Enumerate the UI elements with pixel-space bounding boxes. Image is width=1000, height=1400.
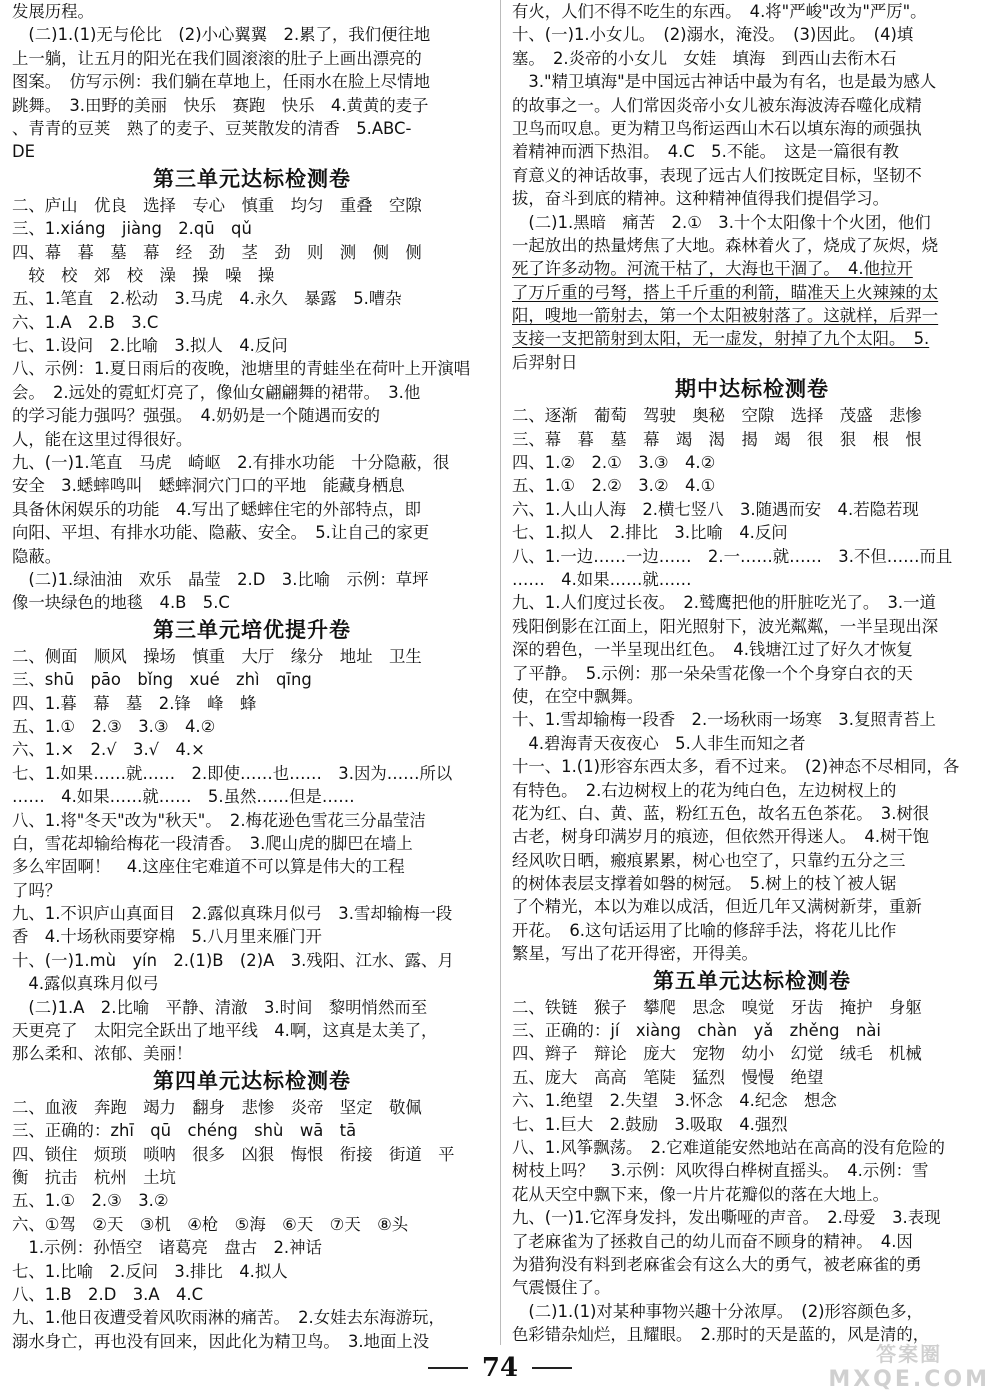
answer-line: 五、1.① 2.② 3.② 4.① [512,476,716,496]
answer-line: 花为红、白、黄、蓝，粉红五色，故名五色茶花。 3.树很 [512,803,930,823]
answer-line: 花从天空中飘下来，像一片片花瓣似的落在大地上。 [512,1184,889,1204]
answer-line: 阳，嗖地一箭射去，第一个太阳被射落了。这就样，后羿一 [512,306,939,326]
answer-line: 八、示例：1.夏日雨后的夜晚，池塘里的青蛙坐在荷叶上开演唱 [12,359,471,379]
answer-line: 有火，人们不得不吃生的东西。 4.将"严峻"改为"严厉"。 [512,2,927,21]
answer-line: 安全 3.蟋蟀鸣叫 蟋蟀洞穴门口的平地 能藏身栖息 [12,476,405,496]
answer-line: 香 4.十场秋雨要穿棉 5.八月里来雁门开 [12,927,322,947]
section-title: 第五单元达标检测卷 [653,968,851,993]
answer-line: 九、1.不识庐山真面目 2.露似真珠月似弓 3.雪却输梅一段 [12,904,453,924]
answer-line: 二、侧面 顺风 操场 慎重 大厅 缘分 地址 卫生 [12,646,422,666]
answer-line: 四、锁住 烦琐 唢呐 很多 凶狠 悔恨 衔接 街道 平 [12,1144,455,1164]
footer-dash-left [428,1367,468,1369]
answer-line: 1.示例：孙悟空 诸葛亮 盘古 2.神话 [12,1238,322,1258]
answer-line: 三、正确的：zhī qū chéng shù wā tā [12,1121,357,1141]
answer-line: 卫鸟而叹息。更为精卫鸟衔运西山木石以填东海的顽强执 [512,118,922,138]
answer-line: 八、1.将"冬天"改为"秋天"。 2.梅花逊色雪花三分晶莹洁 [12,810,426,830]
answer-line: 使，在空中飘舞。 [512,686,644,706]
answer-line: 九、1.他日夜遭受着风吹雨淋的痛苦。 2.女娃去东海游玩， [12,1308,445,1328]
answer-line: 育意义的神话故事，表现了远古人们按既定目标，坚韧不 [512,165,922,185]
answer-line: 有特色。 2.右边树杈上的花为纯白色，左边树杈上的 [512,780,897,800]
answer-line: (二)1.(1)无与伦比 (2)小心翼翼 2.累了，我们便往地 [12,25,431,45]
answer-line: 七、1.如果……就…… 2.即使……也…… 3.因为……所以 [12,763,453,783]
answer-line: 七、1.设问 2.比喻 3.拟人 4.反问 [12,336,288,356]
answer-line: 一起放出的热量烤焦了大地。森林着火了，烧成了灰烬，烧 [512,235,939,255]
answer-line: 三、正确的：jí xiàng chàn yǎ zhěng nài [512,1021,881,1041]
answer-line: 着精神而洒下热泪。 4.C 5.不能。 这是一篇很有教 [512,142,899,162]
answer-line: 像一块绿色的地毯 4.B 5.C [12,593,230,613]
answer-line: 六、1.A 2.B 3.C [12,312,159,332]
answer-line: 二、逐渐 葡萄 驾驶 奥秘 空隙 选择 茂盛 悲惨 [512,406,922,426]
answer-line: 会。 2.远处的霓虹灯亮了，像仙女翩翩舞的裙带。 3.他 [12,382,421,402]
answer-line: …… 4.如果……就…… [512,569,692,589]
answer-line: 了万斤重的弓弩，搭上千斤重的利箭，瞄准天上火辣辣的太 [512,282,939,302]
answer-line: 四、1.暮 幕 墓 2.锋 峰 蜂 [12,693,257,713]
answer-line: 较 校 郊 校 澡 操 噪 操 [12,265,275,285]
answer-line: (二)1.A 2.比喻 平静、清澈 3.时间 黎明悄然而至 [12,997,428,1017]
answer-line: 了老麻雀为了拯救自己的幼儿而奋不顾身的精神。 4.因 [512,1231,913,1251]
answer-line: 的学习能力强吗？强强。 4.奶奶是一个随遇而安的 [12,406,381,426]
answer-line: 经风吹日晒，瘢痕累累，树心也空了，只靠约五分之三 [512,850,906,870]
answer-line: 气震慑住了。 [512,1278,611,1298]
answer-line: 七、1.巨大 2.鼓励 3.吸取 4.强烈 [512,1114,788,1134]
answer-line: 六、①驾 ②天 ③机 ④枪 ⑤海 ⑥天 ⑦天 ⑧头 [12,1214,409,1234]
answer-line: 天更亮了 太阳完全跃出了地平线 4.啊，这真是太美了， [12,1021,438,1041]
answer-line: 发展历程。 [12,2,94,21]
column-divider [500,0,501,1345]
answer-line: 跳舞。 3.田野的美丽 快乐 赛跑 快乐 4.黄黄的麦子 [12,95,429,115]
section-title: 第三单元达标检测卷 [153,166,351,191]
answer-line: 八、1.风筝飘荡。 2.它难道能安然地站在高高的没有危险的 [512,1137,945,1157]
answer-line: 死了许多动物。河流干枯了，大海也干涸了。 4.他拉开 [512,259,913,279]
answer-line: 了平静。 5.示例：那一朵朵雪花像一个个身穿白衣的天 [512,663,913,683]
watermark-bottom-text: MXQE.COM [828,1367,990,1392]
answer-line: 九、1.人们度过长夜。 2.鹫鹰把他的肝脏吃光了。 3.一道 [512,593,936,613]
answer-line: 白，雪花却输给梅花一段清香。 3.爬山虎的脚巴在墙上 [12,833,413,853]
page-number: 74 [481,1353,519,1383]
answer-line: 拔，奋斗到底的精神。这种精神值得我们提倡学习。 [512,189,889,209]
answer-line: 隐蔽。 [12,546,62,566]
answer-line: 五、1.① 2.③ 3.② [12,1191,169,1211]
answer-line: 的树体表层支撑着如磐的树冠。 5.树上的枝丫被人锯 [512,874,897,894]
answer-line: 支接一支把箭射到太阳，无一虚发，射掉了九个太阳。 5. [512,329,930,349]
answer-line: 九、(一)1.它浑身发抖，发出嘶哑的声音。 2.母爱 3.表现 [512,1208,941,1228]
answer-line: 4.露似真珠月似弓 [12,974,159,994]
answer-line: 、青青的豆荚 熟了的麦子、豆荚散发的清香 5.ABC- [12,118,412,138]
section-title: 第四单元达标检测卷 [153,1068,351,1093]
footer-dash-right [532,1367,572,1369]
right-column [512,0,992,1346]
answer-line: 繁星，写出了花开得密，开得美。 [512,944,758,964]
answer-line: 十、1.雪却输梅一段香 2.一场秋雨一场寒 3.复照青苔上 [512,710,936,730]
answer-line: 为猎狗没有料到老麻雀会有这么大的勇气，被老麻雀的勇 [512,1254,922,1274]
answer-line: 3."精卫填海"是中国远古神话中最为有名，也是最为感人 [512,72,937,92]
answer-line: 塞。 2.炎帝的小女儿 女娃 填海 到西山去衔木石 [512,48,897,68]
answer-line: 四、1.② 2.① 3.③ 4.② [512,453,716,473]
section-title: 期中达标检测卷 [675,377,829,402]
answer-line: 六、1.人山人海 2.横七竖八 3.随遇而安 4.若隐若现 [512,499,919,519]
watermark-logo [828,1338,990,1392]
answer-line: 四、幕 暮 墓 幕 经 劲 茎 劲 则 测 侧 侧 [12,242,422,262]
answer-line: 四、辫子 辩论 庞大 宠物 幼小 幻觉 绒毛 机械 [512,1044,922,1064]
answer-line: 十、(一)1.小女儿。 (2)溺水，淹没。 (3)因此。 (4)填 [512,25,914,45]
answer-line: 树枝上吗？ 3.示例：风吹得白桦树直摇头。 4.示例：雪 [512,1161,929,1181]
answer-line: 了吗？ [12,880,62,900]
answer-line: 七、1.拟人 2.排比 3.比喻 4.反问 [512,523,788,543]
answer-line: 六、1.× 2.√ 3.√ 4.× [12,740,205,760]
answer-line: 图案。 仿写示例：我们躺在草地上，任雨水在脸上尽情地 [12,72,430,92]
answer-line: 的故事之一。人们常因炎帝小女儿被东海波涛吞噬化成精 [512,95,922,115]
answer-line: …… 4.如果……就…… 5.虽然……但是…… [12,787,355,807]
answer-line: (二)1.黑暗 痛苦 2.① 3.十个太阳像十个火团，他们 [512,212,931,232]
answer-line: 十、(一)1.mù yín 2.(1)B (2)A 3.残阳、江水、露、月 [12,950,454,970]
answer-line: 了个精光，本以为难以成活，但近几年又满树新芽，重新 [512,897,922,917]
answer-line: 色彩错杂灿烂，且耀眼。 2.那时的天是蓝的，风是清的， [512,1325,930,1345]
answer-line: 上一躺，让五月的阳光在我们圆滚滚的肚子上画出漂亮的 [12,48,422,68]
answer-line: 三、幕 暮 墓 幕 竭 渴 揭 竭 很 狠 根 恨 [512,429,922,449]
watermark-top-text: 答案圈 [876,1342,943,1366]
answer-line: 后羿射日 [512,352,578,372]
answer-line: 五、1.笔直 2.松动 3.马虎 4.永久 暴露 5.嘈杂 [12,289,402,309]
answer-line: 五、1.① 2.③ 3.③ 4.② [12,716,216,736]
answer-line: 五、庞大 高高 笔陡 猛烈 慢慢 绝望 [512,1067,824,1087]
answer-line: 衡 抗击 杭州 土坑 [12,1167,176,1187]
answer-line: 二、铁链 猴子 攀爬 思念 嗅觉 牙齿 掩护 身躯 [512,997,922,1017]
answer-line: 古老，树身印满岁月的痕迹，但依然开得迷人。 4.树干饱 [512,827,930,847]
answer-line: DE [12,142,35,162]
answer-line: 八、1.B 2.D 3.A 4.C [12,1284,204,1304]
answer-line: 4.碧海青天夜夜心 5.人非生而知之者 [512,733,806,753]
answer-line: 深的碧色，一半呈现出红色。 4.钱塘江过了好久才恢复 [512,640,913,660]
answer-line: 三、shū pāo bǐng xué zhì qīng [12,670,312,690]
answer-line: 人，能在这里过得很好。 [12,429,193,449]
answer-line: 那么柔和、浓郁、美丽！ [12,1044,193,1064]
answer-line: 七、1.比喻 2.反问 3.排比 4.拟人 [12,1261,288,1281]
answer-line: 六、1.绝望 2.失望 3.怀念 4.纪念 想念 [512,1091,837,1111]
answer-line: (二)1.(1)对某种事物兴趣十分浓厚。 (2)形容颜色多， [512,1301,923,1321]
answer-line: 具备休闲娱乐的功能 4.写出了蟋蟀住宅的外部特点，即 [12,499,422,519]
answer-line: (二)1.绿油油 欢乐 晶莹 2.D 3.比喻 示例：草坪 [12,569,429,589]
answer-line: 残阳倒影在江面上，阳光照射下，波光粼粼，一半呈现出深 [512,616,939,636]
answer-line: 开花。 6.这句话运用了比喻的修辞手法，将花儿比作 [512,920,897,940]
answer-line: 溺水身亡，再也没有回来，因此化为精卫鸟。 3.地面上没 [12,1331,430,1351]
answer-line: 三、1.xiáng jiàng 2.qū qǔ [12,219,252,239]
answer-line: 八、1.一边……一边…… 2.一……就…… 3.不但……而且 [512,546,953,566]
section-title: 第三单元培优提升卷 [153,617,351,642]
answer-line: 向阳、平坦、有排水功能、隐蔽、安全。 5.让自己的家更 [12,523,430,543]
answer-line: 十一、1.(1)形容东西太多，看不过来。 (2)神态不尽相同，各 [512,757,960,777]
left-column [12,0,492,1353]
answer-line: 多么牢固啊！ 4.这座住宅难道不可以算是伟大的工程 [12,857,405,877]
answer-line: 九、(一)1.笔直 马虎 崎岖 2.有排水功能 十分隐蔽，很 [12,453,450,473]
answer-line: 二、庐山 优良 选择 专心 慎重 均匀 重叠 空隙 [12,195,422,215]
answer-line: 二、血液 奔跑 竭力 翻身 悲惨 炎帝 坚定 敬佩 [12,1097,422,1117]
